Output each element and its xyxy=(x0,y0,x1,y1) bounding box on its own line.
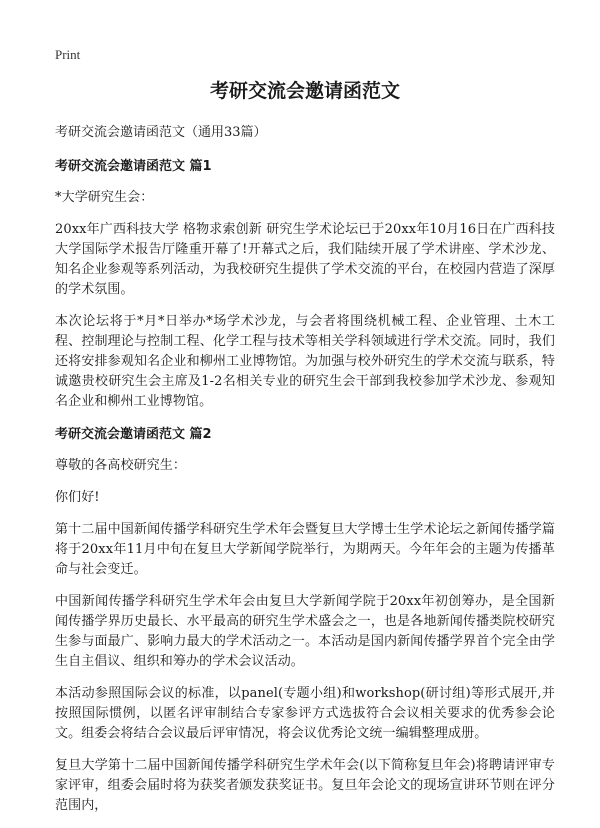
section-heading: 考研交流会邀请函范文 篇2 xyxy=(55,427,212,442)
section-heading: 考研交流会邀请函范文 篇1 xyxy=(55,159,212,174)
paragraph: 本次论坛将于*月*日举办*场学术沙龙，与会者将围绕机械工程、企业管理、土木工程、控制理论与控制工程、化学工程与技术等相关学科领域进行学术交流。同时，我们还将安排参观知名企业和柳州工业博物馆。为加强与校外研究生的学术交流与联系，特诚邀贵校研究生会主席及1-2名相关专业的研究生会干部到我校参加学术沙龙、参观知名企业和柳州工业博物馆。 xyxy=(55,314,555,409)
salutation: 尊敬的各高校研究生： xyxy=(55,458,187,473)
paragraph: 20xx年广西科技大学 格物求索创新 研究生学术论坛已于20xx年10月16日在广西科技大学国际学术报告厅隆重开幕了!开幕式之后，我们陆续开展了学术讲座、学术沙龙、知名企业参观等系列活动，为我校研究生提供了学术交流的平台，在校园内营造了深厚的学术氛围。 xyxy=(55,222,555,297)
paragraph: 本活动参照国际会议的标准，以panel(专题小组)和workshop(研讨组)等形式展开,并按照国际惯例，以匿名评审制结合专家参评方式选拔符合会议相关要求的优秀参会论文。组委会将结合会议最后评审情况，将会议优秀论文统一编辑整理成册。 xyxy=(55,686,555,741)
paragraph: 第十二届中国新闻传播学科研究生学术年会暨复旦大学博士生学术论坛之新闻传播学篇将于20xx年11月中旬在复旦大学新闻学院举行，为期两天。今年年会的主题为传播革命与社会变迁。 xyxy=(55,522,555,577)
greeting: 你们好! xyxy=(55,490,100,505)
section-2 xyxy=(55,424,555,816)
salutation: *大学研究生会： xyxy=(55,190,154,205)
document-page xyxy=(55,44,555,828)
paragraph: 复旦大学第十二届中国新闻传播学科研究生学术年会(以下简称复旦年会)将聘请评审专家评审，组委会届时将为获奖者颁发获奖证书。复旦年会论文的现场宣讲环节则在评分范围内， xyxy=(55,758,555,813)
document-title: 考研交流会邀请函范文 xyxy=(209,80,400,102)
section-1 xyxy=(55,156,555,412)
print-link[interactable]: Print xyxy=(55,47,81,62)
paragraph: 中国新闻传播学科研究生学术年会由复旦大学新闻学院于20xx年初创筹办，是全国新闻传播学界历史最长、水平最高的研究生学术盛会之一，也是各地新闻传播类院校研究生参与面最广、影响力最大的学术活动之一。本活动是国内新闻传播学界首个完全由学生自主倡议、组织和筹办的学术会议活动。 xyxy=(55,594,555,669)
document-subtitle: 考研交流会邀请函范文（通用33篇） xyxy=(55,125,267,140)
